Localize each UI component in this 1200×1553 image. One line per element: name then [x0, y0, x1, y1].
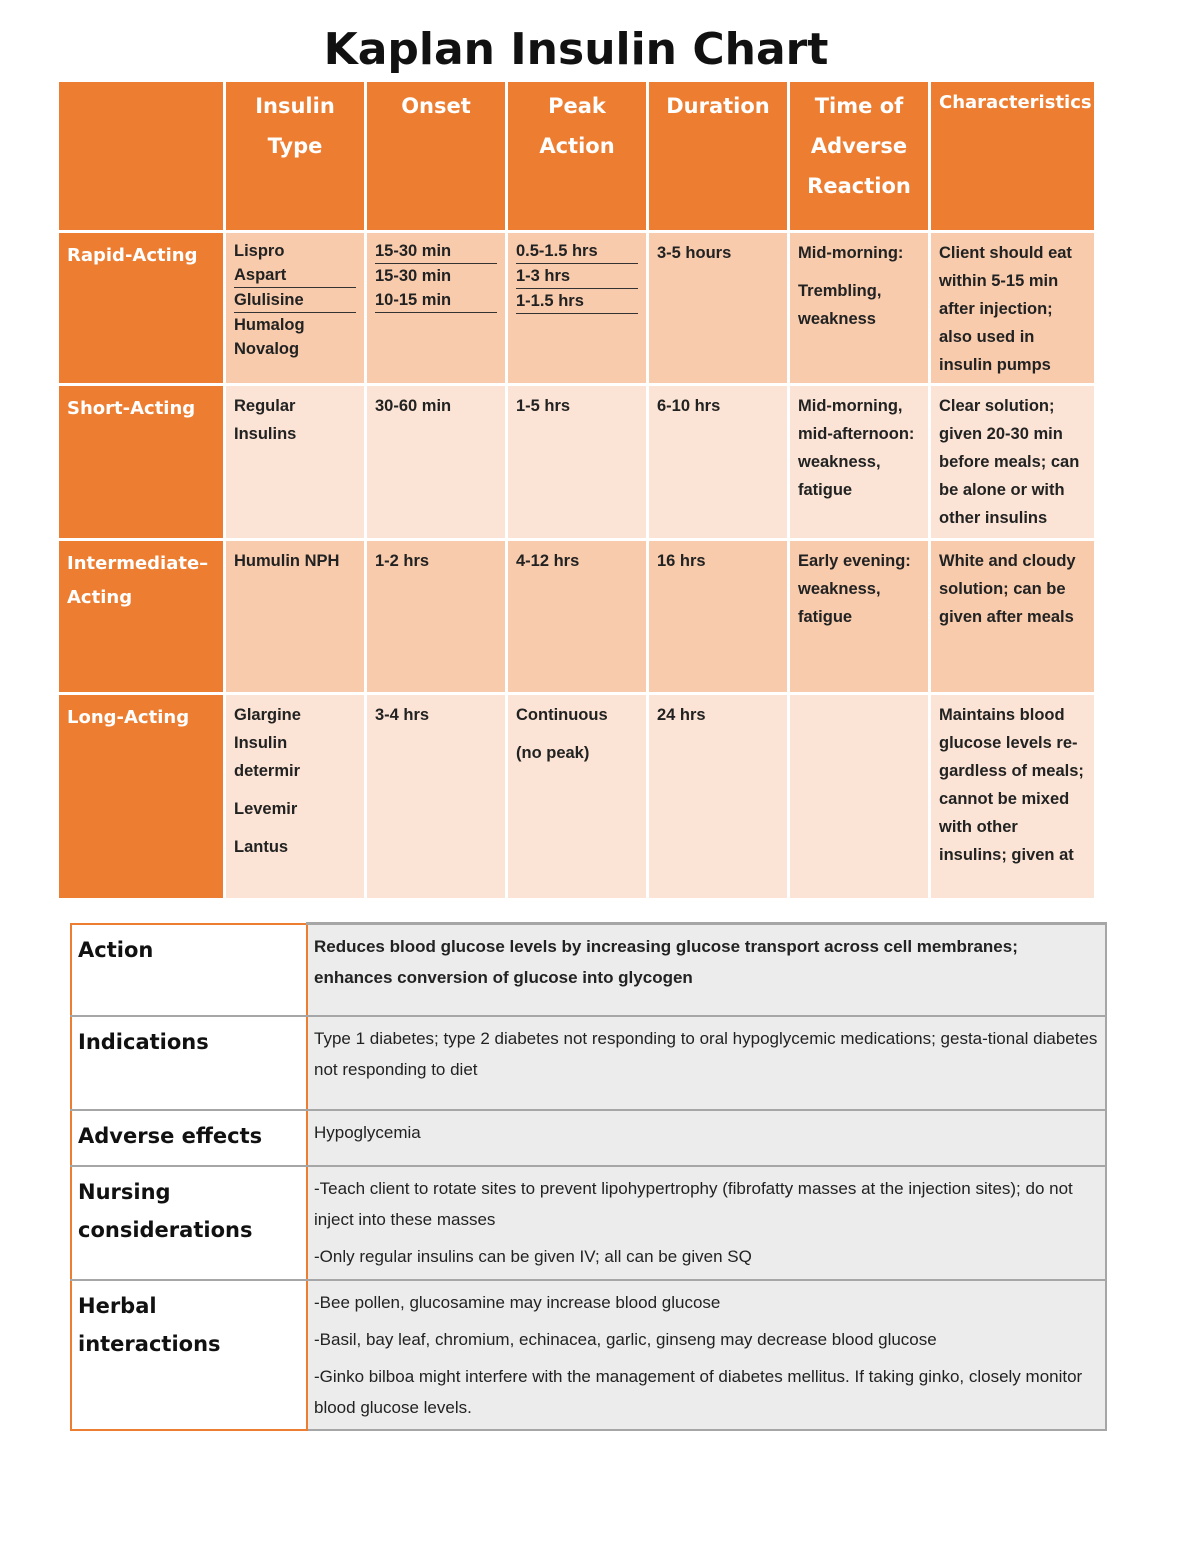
- info-row-herbal: [71, 1280, 1106, 1430]
- adverse-cell: Early evening: weakness, fatigue: [790, 541, 931, 695]
- insulin-type: Levemir: [234, 800, 298, 818]
- peak-value: Continuous: [516, 706, 608, 724]
- peak-cell: [508, 233, 649, 386]
- peak-value: 0.5-1.5 hrs: [516, 239, 638, 264]
- header-peak-action: Peak Action: [508, 82, 649, 233]
- onset-value: 15-30 min: [375, 267, 452, 285]
- page-title: Kaplan Insulin Chart: [323, 24, 829, 75]
- info-paragraph: -Teach client to rotate sites to prevent lipohypertrophy (fibrofatty masses at the injection sites); do not inject into these masses: [314, 1178, 1073, 1229]
- insulin-type: Novalog: [234, 340, 300, 358]
- info-label: Action: [71, 924, 307, 1016]
- duration-cell: 16 hrs: [649, 541, 790, 695]
- insulin-type-cell: [226, 695, 367, 901]
- drug-info-table: [70, 922, 1107, 1431]
- insulin-type: Glulisine: [234, 288, 356, 313]
- header-characteristics: Characteristics: [931, 82, 1094, 233]
- info-label: Nursing considerations: [71, 1166, 307, 1280]
- insulin-type-cell: Regular Insulins: [226, 386, 367, 541]
- adverse-text: Mid-morning:: [798, 244, 904, 262]
- info-row-adverse-effects: [71, 1110, 1106, 1166]
- info-paragraph: -Ginko bilboa might interfere with the management of diabetes mellitus. If taking ginko, closely monitor blood glucose levels.: [314, 1366, 1083, 1417]
- characteristics-cell: Maintains blood glucose levels re-gardless of meals; cannot be mixed with other insulins; given at: [931, 695, 1094, 901]
- chart-row-short: [59, 386, 1094, 541]
- duration-cell: 24 hrs: [649, 695, 790, 901]
- duration-cell: 6-10 hrs: [649, 386, 790, 541]
- adverse-cell: [790, 233, 931, 386]
- adverse-cell: [790, 695, 931, 901]
- chart-row-rapid: [59, 233, 1094, 386]
- info-label: Herbal interactions: [71, 1280, 307, 1430]
- info-paragraph: -Bee pollen, glucosamine may increase blood glucose: [314, 1292, 721, 1312]
- header-duration: Duration: [649, 82, 790, 233]
- info-value: [307, 1166, 1106, 1280]
- peak-value: 1-3 hrs: [516, 264, 638, 289]
- onset-cell: 30-60 min: [367, 386, 508, 541]
- onset-cell: 3-4 hrs: [367, 695, 508, 901]
- row-label: Short-Acting: [59, 386, 226, 541]
- info-paragraph: Type 1 diabetes; type 2 diabetes not responding to oral hypoglycemic medications; gesta-tional diabetes not responding to diet: [314, 1028, 1098, 1079]
- peak-cell: 4-12 hrs: [508, 541, 649, 695]
- characteristics-cell: Client should eat within 5-15 min after injection; also used in insulin pumps: [931, 233, 1094, 386]
- characteristics-cell: Clear solution; given 20-30 min before meals; can be alone or with other insulins: [931, 386, 1094, 541]
- insulin-chart-table: [59, 82, 1094, 901]
- onset-value: 15-30 min: [375, 239, 497, 264]
- insulin-type: Lispro: [234, 242, 285, 260]
- peak-cell: [508, 695, 649, 901]
- info-value: [307, 924, 1106, 1016]
- info-paragraph: Hypoglycemia: [314, 1122, 421, 1142]
- info-paragraph: -Only regular insulins can be given IV; all can be given SQ: [314, 1246, 752, 1266]
- adverse-cell: Mid-morning, mid-afternoon: weakness, fatigue: [790, 386, 931, 541]
- row-label: Long-Acting: [59, 695, 226, 901]
- adverse-text: Trembling, weakness: [798, 282, 882, 328]
- insulin-type: Glargine Insulin determir: [234, 706, 301, 780]
- peak-value: (no peak): [516, 744, 590, 762]
- info-value: [307, 1016, 1106, 1110]
- info-value: [307, 1110, 1106, 1166]
- info-row-nursing: [71, 1166, 1106, 1280]
- peak-cell: 1-5 hrs: [508, 386, 649, 541]
- insulin-type: Aspart: [234, 263, 356, 288]
- header-corner: [59, 82, 226, 233]
- insulin-type-cell: [226, 233, 367, 386]
- insulin-type-cell: Humulin NPH: [226, 541, 367, 695]
- info-value: [307, 1280, 1106, 1430]
- info-paragraph: -Basil, bay leaf, chromium, echinacea, garlic, ginseng may decrease blood glucose: [314, 1329, 937, 1349]
- onset-cell: 1-2 hrs: [367, 541, 508, 695]
- info-row-indications: [71, 1016, 1106, 1110]
- header-onset: Onset: [367, 82, 508, 233]
- row-label: Intermediate–Acting: [59, 541, 226, 695]
- chart-row-intermediate: [59, 541, 1094, 695]
- header-insulin-type: Insulin Type: [226, 82, 367, 233]
- header-adverse-time: Time of Adverse Reaction: [790, 82, 931, 233]
- info-label: Adverse effects: [71, 1110, 307, 1166]
- info-paragraph: Reduces blood glucose levels by increasing glucose transport across cell membranes; enhances conversion of glucose into glycogen: [314, 937, 1018, 987]
- chart-header-row: [59, 82, 1094, 233]
- insulin-type: Humalog: [234, 316, 305, 334]
- insulin-type: Lantus: [234, 838, 289, 856]
- characteristics-cell: White and cloudy solution; can be given after meals: [931, 541, 1094, 695]
- chart-row-long: [59, 695, 1094, 901]
- info-row-action: [71, 924, 1106, 1016]
- row-label: Rapid-Acting: [59, 233, 226, 386]
- onset-cell: [367, 233, 508, 386]
- duration-cell: 3-5 hours: [649, 233, 790, 386]
- info-label: Indications: [71, 1016, 307, 1110]
- peak-value: 1-1.5 hrs: [516, 289, 638, 314]
- onset-value: 10-15 min: [375, 288, 497, 313]
